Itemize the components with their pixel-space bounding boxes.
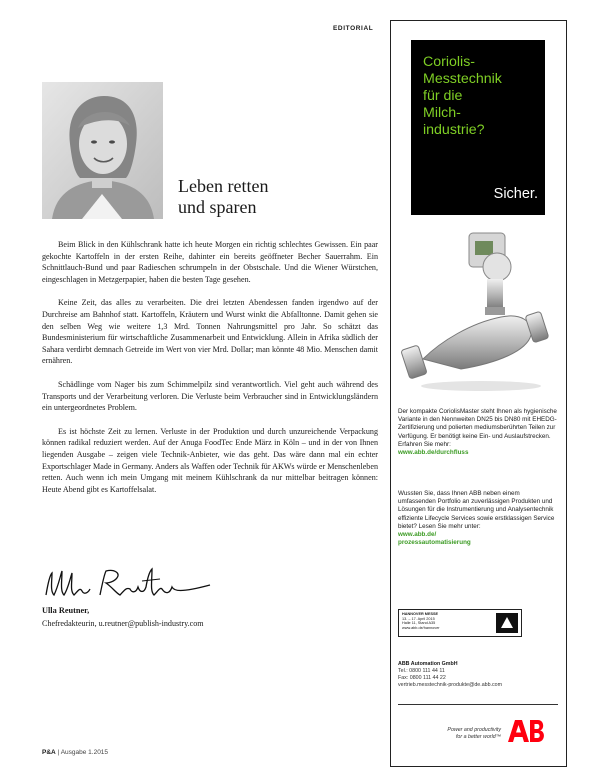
author-role: Chefredakteurin, u.reutner@publish-industry.com — [42, 619, 204, 628]
article-paragraph: Schädlinge vom Nager bis zum Schimmelpilz sind verantwortlich. Viel geht auch während des Transports und der Verarbeitung verloren. Die Verluste beim Verbraucher sind in Entwicklungsländern ein untergeordnetes Problem. — [42, 379, 378, 413]
ad-link-prozess[interactable]: www.abb.de/ prozessautomatisierung — [398, 531, 471, 547]
ad-sicher: Sicher. — [493, 186, 538, 202]
ad-divider — [398, 704, 558, 705]
ad-headline-box — [411, 40, 545, 215]
ad-copy-text: Der kompakte CoriolisMaster steht Ihnen als hygienische Variante in den Nennweiten DN25 bis DN80 mit EHEDG-Zertifizierung und polierten mediumsberührten Teilen zur Verfügung. Er benötigt keine Ein- und Auslaufstrecken. Erfahren Sie mehr: — [398, 408, 557, 448]
headline-line-1: Leben retten — [178, 176, 269, 196]
contact-phone: Tel.: 0800 111 44 11 — [398, 668, 445, 674]
ad-copy-product — [398, 408, 558, 457]
section-label: EDITORIAL — [333, 25, 374, 32]
article-paragraph: Beim Blick in den Kühlschrank hatte ich heute Morgen ein richtig schlechtes Gewissen. Ein paar gekochte Kartoffeln in der ersten Reihe, dahinter ein bereits geöffneter Becher Sauerrahm. Ein Schnittlauch-Bund und paar Radieschen schrumpeln in der Obstschale. Und die Wiener Würstchen, eingeschlagen in Metzgerpapier, haben die besten Tage gesehen. — [42, 240, 378, 284]
ad-headline-line: Messtechnik — [423, 71, 502, 87]
editorial-headline — [178, 176, 268, 218]
ad-headline-line: für die — [423, 88, 463, 104]
footer-magazine: P&A — [42, 749, 56, 756]
ad-link-durchfluss[interactable]: www.abb.de/durchfluss — [398, 449, 469, 457]
abb-advertisement — [390, 20, 567, 767]
ad-headline-line: industrie? — [423, 122, 485, 138]
ad-contact — [398, 661, 502, 689]
ad-headline-line: Milch- — [423, 105, 461, 121]
trade-fair-text: HANNOVER MESSE 13. – 17. April 2015 Halle 11, Stand A35 www.abb.de/hannover — [402, 612, 440, 630]
ad-headline-line: Coriolis- — [423, 54, 476, 70]
contact-fax: Fax: 0800 111 44 22 — [398, 675, 446, 681]
ad-copy-text: Wussten Sie, dass Ihnen ABB neben einem umfassenden Portfolio an zuverlässigen Produkten und Lösungen für die Instrumentierung und Analysentechnik effiziente Lifecycle Services sowie erstklassigen Service bietet? Lesen Sie mehr unter: — [398, 490, 555, 530]
handwritten-signature — [42, 565, 217, 605]
ad-headline — [423, 54, 502, 139]
footer-issue: Ausgabe 1.2015 — [60, 749, 109, 756]
ad-copy-service — [398, 490, 558, 547]
abb-logo — [506, 718, 552, 744]
article-paragraph: Es ist höchste Zeit zu lernen. Verluste in der Produktion und durch unzureichende Verpackung können radikal reduziert werden. Auf der Anuga FoodTec Ende März in Köln – und in der von Ihnen liegenden Ausgabe – zeigen viele Technik-Anbieter, wie das geht. Das wäre dann mal ein echter Exportschlager Made in Germany. Anders als Waffen oder Technik für AKWs würde er Menschenleben retten. Auch wenn ich mein Umgang mit meinem Kühlschrank da nur mittelbar beitragen können: Heute Abend gibt es Kartoffelsalat. — [42, 426, 378, 494]
article-body — [42, 239, 378, 507]
hannover-messe-logo — [496, 613, 518, 633]
trade-fair-box — [398, 609, 522, 637]
article-paragraph: Keine Zeit, das alles zu verarbeiten. Die drei letzten Abendessen fanden irgendwo auf der Durchreise am Bahnhof statt. Kartoffeln, Kräutern und Wurst winkt die Abfalltonne. Damit gehen sie den selben Weg wie weitere 1,3 Mrd. Tonnen Nahrungsmittel pro Jahr. So schätzt das Bundesministerium für wirtschaftliche Zusammenarbeit und Entwicklung. Allein in Afrika südlich der Sahara verdirbt demnach Getreide im Wert von vier Mrd. Dollar; man könnte 48 Mio. Menschen damit ernähren. — [42, 298, 378, 366]
headline-line-2: und sparen — [178, 197, 257, 217]
author-name: Ulla Reutner, — [42, 606, 90, 615]
page-footer: P&A | Ausgabe 1.2015 — [42, 749, 109, 756]
author-portrait — [42, 82, 163, 219]
coriolis-flowmeter-image — [401, 231, 556, 396]
contact-company: ABB Automation GmbH — [398, 661, 458, 667]
contact-email[interactable]: vertrieb.messtechnik-produkte@de.abb.com — [398, 682, 503, 688]
ad-tagline: Power and productivity for a better world™ — [447, 727, 501, 740]
